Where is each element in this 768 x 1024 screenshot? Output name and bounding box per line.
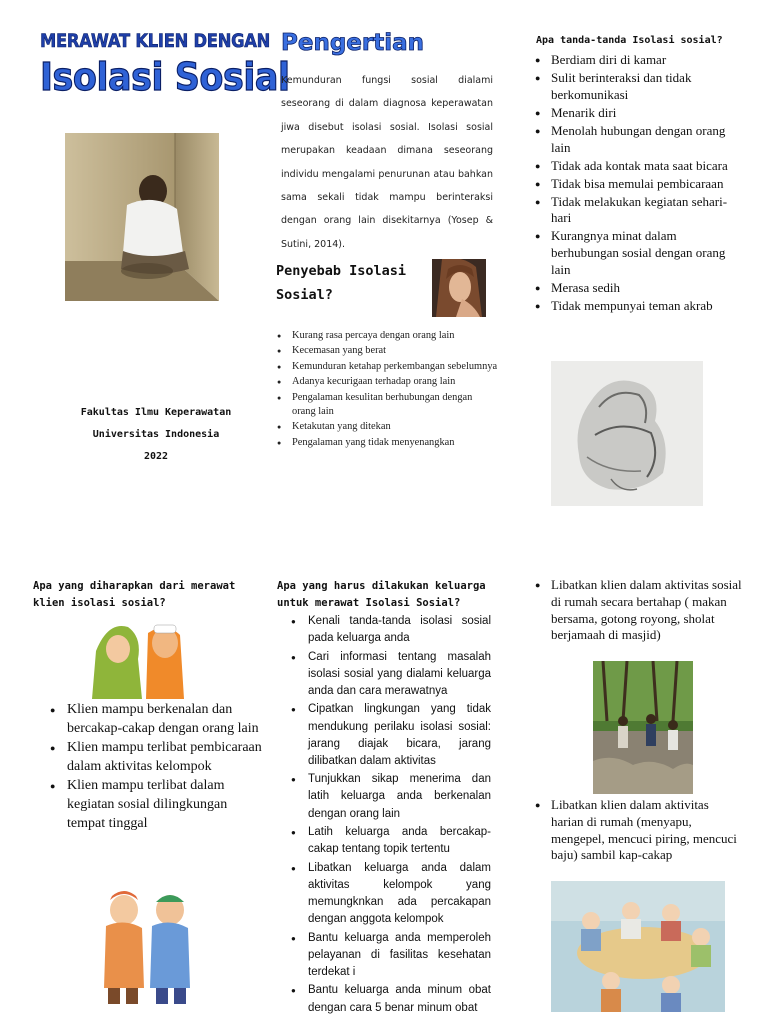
- list-item: ● Libatkan klien dalam aktivitas harian di rumah (menyapu, mengepel, mencuci piring, mencuci baju) sambil kap-cakap: [534, 797, 744, 864]
- list-item: ● Kecemasan yang berat: [276, 344, 498, 358]
- activities-list-social: [534, 577, 744, 645]
- causes-heading-line2: Sosial?: [276, 287, 333, 303]
- list-item: ● Pengalaman kesulitan berhubungan dengan orang lain: [276, 391, 498, 420]
- signs-list: [534, 52, 744, 316]
- list-item: ● Libatkan keluarga anda dalam aktivitas kelompok yang memungknkan ada percakapan dengan anggota kelompok: [291, 860, 491, 928]
- definition-heading: Pengertian: [281, 30, 425, 56]
- list-item: ● Menarik diri: [534, 105, 744, 122]
- activities-list-household: [534, 797, 744, 865]
- family-at-table-illustration: [551, 881, 725, 1012]
- list-item: ● Kurang rasa percaya dengan orang lain: [276, 329, 498, 343]
- definition-text: Kemunduran fungsi sosial dialami seseorang di dalam diagnosa keperawatan jiwa disebut isolasi sosial. Isolasi sosial merupakan keadaan dimana seseorang individu mengalami penurunan atau bahkan sama sekali tidak mampu berinteraksi dengan orang lain disekitarnya (Yosep & Sutini, 2014).: [281, 75, 493, 250]
- list-item: ● Klien mampu berkenalan dan bercakap-cakap dengan orang lain: [50, 700, 265, 738]
- sad-woman-photo: [432, 259, 486, 317]
- causes-list: [276, 329, 498, 451]
- faculty-name: Fakultas Ilmu Keperawatan: [80, 407, 232, 418]
- family-care-heading: Apa yang harus dilakukan keluarga untuk merawat Isolasi Sosial?: [277, 580, 486, 609]
- list-item: ● Tidak ada kontak mata saat bicara: [534, 158, 744, 175]
- list-item: ● Tidak melakukan kegiatan sehari-hari: [534, 194, 744, 228]
- leaflet-title-line2: Isolasi Sosial: [40, 55, 290, 99]
- boys-shaking-hands-cartoon: [96, 888, 200, 1006]
- community-cleanup-photo: [593, 661, 693, 794]
- causes-heading-line1: Penyebab Isolasi: [276, 263, 407, 279]
- university-name: Universitas Indonesia: [92, 429, 220, 440]
- leaflet-title-line1: MERAWAT KLIEN DENGAN: [40, 30, 271, 52]
- list-item: ● Sulit berinteraksi dan tidak berkomunikasi: [534, 70, 744, 104]
- list-item: ● Pengalaman yang tidak menyenangkan: [276, 436, 498, 450]
- sketch-crouching-person-image: [551, 361, 703, 506]
- list-item: ● Merasa sedih: [534, 280, 744, 297]
- list-item: ● Cari informasi tentang masalah isolasi sosial yang dialami keluarga anda dan cara merawatnya: [291, 649, 491, 700]
- list-item: ● Bantu keluarga anda memperoleh pelayanan di fasilitas kesehatan terdekat i: [291, 930, 491, 981]
- list-item: ● Latih keluarga anda bercakap-cakap tentang topik tertentu: [291, 824, 491, 858]
- list-item: ● Berdiam diri di kamar: [534, 52, 744, 69]
- list-item: ● Bantu keluarga anda minum obat dengan cara 5 benar minum obat: [291, 982, 491, 1016]
- sad-man-corner-photo: [65, 133, 219, 301]
- list-item: ● Klien mampu terlibat dalam kegiatan sosial dilingkungan tempat tinggal: [50, 776, 265, 833]
- list-item: ● Ketakutan yang ditekan: [276, 420, 498, 434]
- list-item: ● Kemunduran ketahap perkembangan sebelumnya: [276, 360, 498, 374]
- causes-heading: [276, 259, 426, 307]
- two-people-talking-cartoon: [88, 611, 196, 699]
- expectations-heading: Apa yang diharapkan dari merawat klien isolasi sosial?: [33, 580, 236, 609]
- list-item: ● Libatkan klien dalam aktivitas sosial di rumah secara bertahap ( makan bersama, gotong royong, sholat berjamaah di masjid): [534, 577, 744, 644]
- list-item: ● Cipatkan lingkungan yang tidak mendukung perilaku isolasi sosial: jarang diajak bicara, jarang dilibatkan dalam aktivitas: [291, 701, 491, 769]
- publication-year: 2022: [143, 451, 169, 462]
- list-item: ● Tidak bisa memulai pembicaraan: [534, 176, 744, 193]
- publisher-block: [40, 402, 272, 468]
- list-item: ● Tidak mempunyai teman akrab: [534, 298, 744, 315]
- list-item: ● Kenali tanda-tanda isolasi sosial pada keluarga anda: [291, 613, 491, 647]
- list-item: ● Klien mampu terlibat pembicaraan dalam aktivitas kelompok: [50, 738, 265, 776]
- family-care-list: [291, 613, 491, 1018]
- list-item: ● Adanya kecurigaan terhadap orang lain: [276, 375, 498, 389]
- list-item: ● Menolah hubungan dengan orang lain: [534, 123, 744, 157]
- signs-heading: Apa tanda-tanda Isolasi sosial?: [536, 35, 723, 46]
- expectations-list: [50, 700, 265, 833]
- list-item: ● Tunjukkan sikap menerima dan latih keluarga anda berkenalan dengan orang lain: [291, 771, 491, 822]
- list-item: ● Kurangnya minat dalam berhubungan sosial dengan orang lain: [534, 228, 744, 278]
